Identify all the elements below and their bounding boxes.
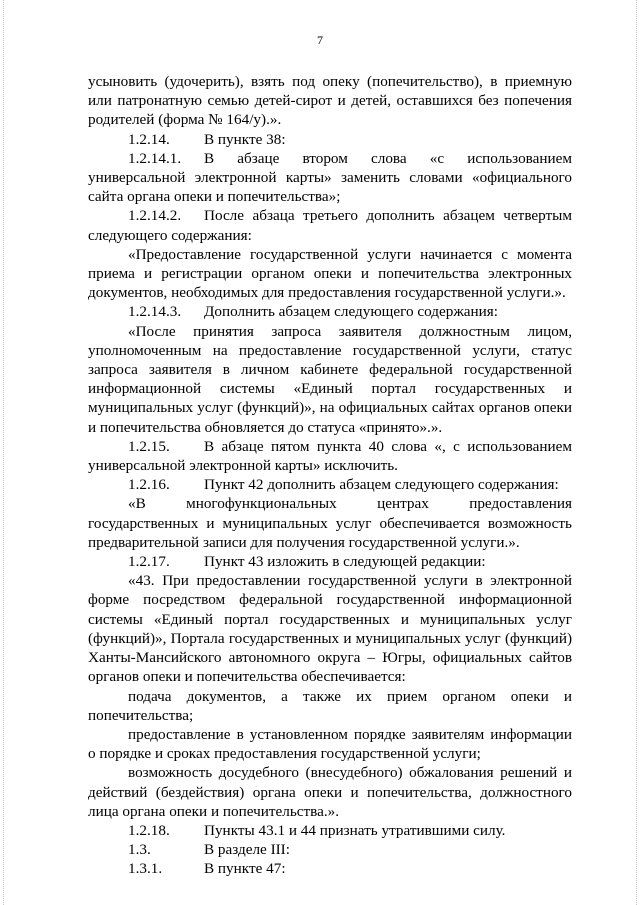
paragraph-text: Пункты 43.1 и 44 признать утратившими силу. — [204, 821, 506, 839]
paragraph-text: Дополнить абзацем следующего содержания: — [204, 303, 499, 321]
paragraph-text: В пункте 47: — [204, 860, 286, 878]
paragraph-number: 1.2.14.3. — [128, 303, 182, 321]
paragraph-text: В разделе III: — [204, 841, 290, 859]
paragraph-number: 1.2.14. — [128, 130, 170, 148]
paragraph-text: Пункт 42 дополнить абзацем следующего содержания: — [204, 476, 559, 494]
paragraph — [88, 840, 572, 859]
paragraph — [88, 130, 572, 149]
paragraph-number: 1.3. — [128, 841, 151, 859]
paragraph — [88, 494, 572, 552]
paragraph-number: 1.2.17. — [128, 553, 170, 571]
paragraph — [88, 302, 572, 321]
paragraph-text: «43. При предоставлении государственной услуги в электронной форме посредством федеральной государственной информационной системы «Единый портал государственных и муниципальных услуг (функций)», Портала государственных и муниципальных услуг (функций) Ханты-Мансийского автономного округа – Югры, официальных сайтов органов опеки и попечительства обеспечивается: — [88, 572, 572, 686]
paragraph — [88, 552, 572, 571]
paragraph-text: подача документов, а также их прием органом опеки и попечительства; — [88, 687, 572, 724]
paragraph-text: усыновить (удочерить), взять под опеку (попечительство), в приемную или патронатную семью детей-сирот и детей, оставшихся без попечения родителей (форма № 164/у).». — [88, 73, 572, 129]
paragraph-number: 1.2.18. — [128, 821, 170, 839]
paragraph — [88, 72, 572, 130]
paragraph — [88, 206, 572, 244]
paragraph-text: В абзаце пятом пункта 40 слова «, с использованием универсальной электронной карты» исключить. — [88, 437, 572, 475]
paragraph-text: В абзаце втором слова «с использованием универсальной электронной карты» заменить словами «официального сайта органа опеки и попечительства»; — [88, 149, 572, 206]
paragraph — [88, 725, 572, 763]
paragraph-text: «После принятия запроса заявителя должностным лицом, уполномоченным на предоставление государственной услуги, статус запроса заявителя в личном кабинете федеральной государственной информационной системы «Единый портал государственных и муниципальных услуг (функций)», на официальных сайтах органов опеки и попечительства обновляется до статуса «принято».». — [88, 322, 572, 436]
paragraph — [88, 149, 572, 207]
paragraph — [88, 859, 572, 878]
paragraph — [88, 763, 572, 821]
paragraph-number: 1.2.16. — [128, 476, 170, 494]
paragraph-text: После абзаца третьего дополнить абзацем четвертым следующего содержания: — [88, 207, 572, 244]
paragraph — [88, 322, 572, 437]
paragraph — [88, 821, 572, 840]
paragraph-text: предоставление в установленном порядке заявителям информации о порядке и сроках предоставления государственной услуги; — [88, 725, 572, 763]
page-number: 7 — [317, 33, 323, 47]
paragraph — [88, 245, 572, 303]
paragraph-number: 1.3.1. — [128, 860, 163, 878]
document-body — [88, 72, 572, 879]
paragraph-text: «Предоставление государственной услуги начинается с момента приема и регистрации органом опеки и попечительства электронных документов, необходимых для предоставления государственной услуги.». — [88, 245, 572, 302]
paragraph-number: 1.2.14.2. — [128, 207, 182, 225]
paragraph — [88, 475, 572, 494]
paragraph-text: Пункт 43 изложить в следующей редакции: — [204, 553, 486, 571]
paragraph — [88, 571, 572, 686]
paragraph — [88, 437, 572, 475]
paragraph-text: В пункте 38: — [204, 130, 286, 148]
paragraph-number: 1.2.14.1. — [128, 149, 182, 167]
scan-edge-left — [3, 0, 4, 905]
paragraph-number: 1.2.15. — [128, 437, 170, 455]
paragraph-text: возможность досудебного (внесудебного) обжалования решений и действий (бездействия) органа опеки и попечительства, должностного лица органа опеки и попечительства.». — [88, 764, 572, 820]
paragraph — [88, 687, 572, 725]
scan-edge-right — [636, 0, 637, 905]
paragraph-text: «В многофункциональных центрах предоставления государственных и муниципальных услуг обеспечивается возможность предварительной записи для получения государственной услуги.». — [88, 495, 572, 551]
